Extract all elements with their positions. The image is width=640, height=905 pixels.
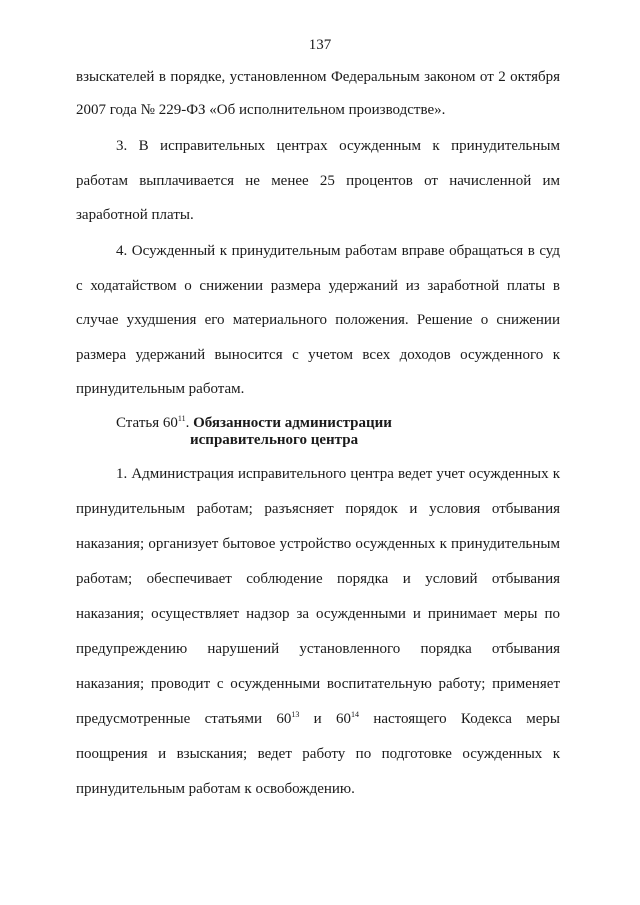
text-line: предупреждению нарушений установленного порядка отбывания [76,641,560,657]
article-dot: . [185,415,194,431]
text-line: наказания; проводит с осужденными воспитательную работу; применяет [76,676,560,692]
article-title: Обязанности администрации [193,415,392,431]
text-line: 1. Администрация исправительного центра ведет учет осужденных к [116,466,560,482]
line18-mid: и 60 [299,711,352,727]
page-number: 137 [308,37,332,53]
text-line: работам выплачивается не менее 25 процентов от начисленной им [76,173,560,189]
text-line: принудительным работам к освобождению. [76,781,355,797]
text-line: 2007 года № 229-ФЗ «Об исполнительном производстве». [76,102,446,118]
text-line: с ходатайством о снижении размера удержаний из заработной платы в [76,278,560,294]
superscript-14: 14 [351,710,360,719]
text-line: заработной платы. [76,207,194,223]
text-line-with-superscripts [76,710,560,728]
line18-post: настоящего Кодекса меры [359,711,560,727]
text-line: принудительным работам. [76,381,245,397]
superscript-13: 13 [291,710,300,719]
text-line: случае ухудшения его материального положения. Решение о снижении [76,312,560,328]
article-title-line2: исправительного центра [190,432,359,448]
text-line: взыскателей в порядке, установленном Федеральным законом от 2 октября [76,69,560,85]
text-line: принудительным работам; разъясняет порядок и условия отбывания [76,501,560,517]
text-line: поощрения и взыскания; ведет работу по подготовке осужденных к [76,746,560,762]
text-line: 3. В исправительных центрах осужденным к принудительным [116,138,560,154]
article-superscript: 11 [177,414,186,423]
article-prefix: Статья 60 [116,415,178,431]
text-line: наказания; осуществляет надзор за осужденными и принимает меры по [76,606,560,622]
article-heading [116,414,392,432]
text-line: наказания; организует бытовое устройство осужденных к принудительным [76,536,560,552]
line18-pre: предусмотренные статьями 60 [76,711,292,727]
text-line: работам; обеспечивает соблюдение порядка и условий отбывания [76,571,560,587]
text-line: 4. Осужденный к принудительным работам вправе обращаться в суд [116,243,560,259]
text-line: размера удержаний выносится с учетом всех доходов осужденного к [76,347,560,363]
